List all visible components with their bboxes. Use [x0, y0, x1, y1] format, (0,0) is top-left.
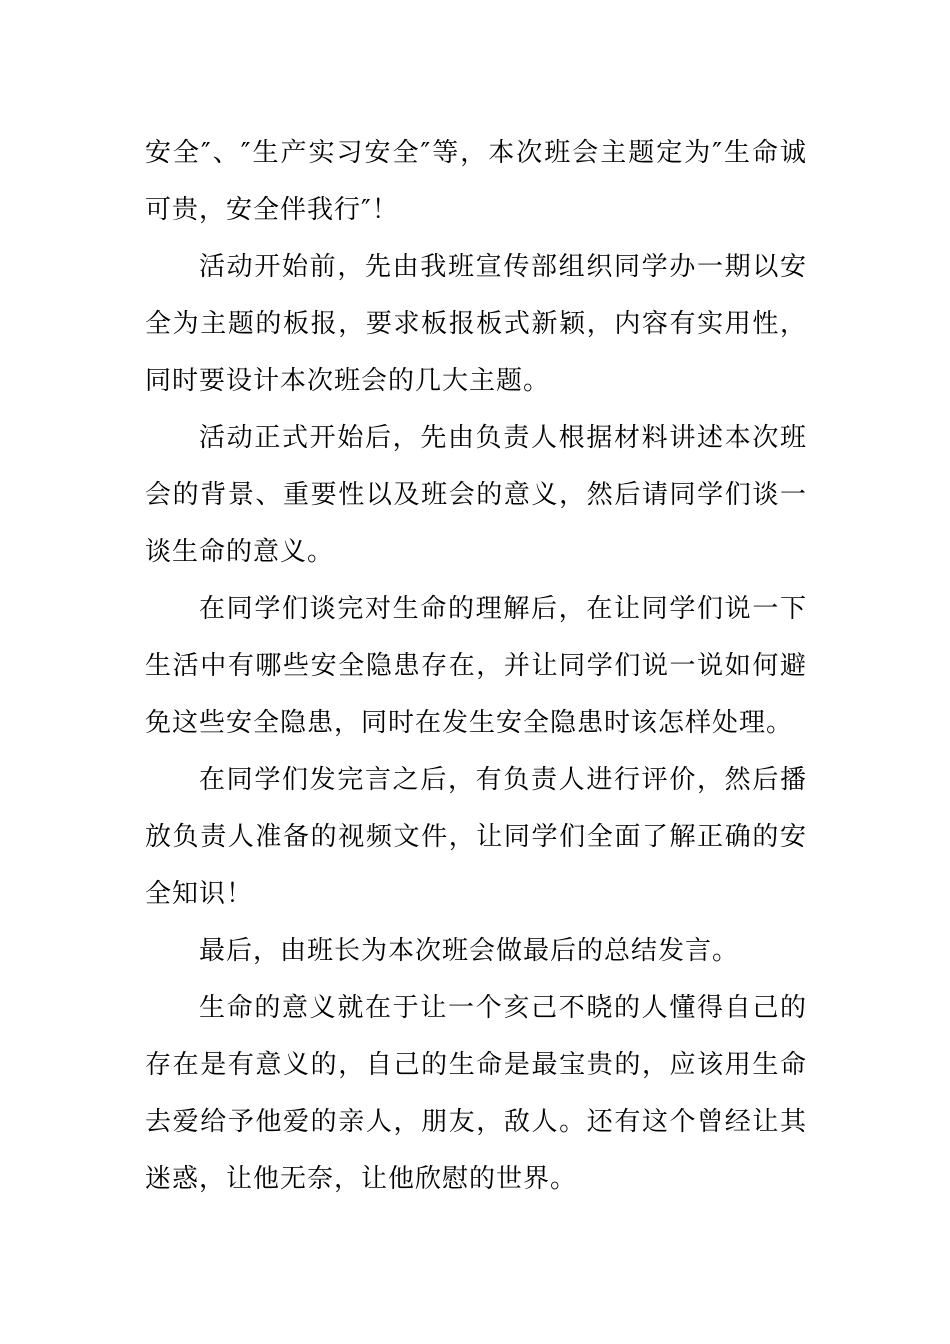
paragraph-3: 活动正式开始后，先由负责人根据材料讲述本次班会的背景、重要性以及班会的意义，然后请同学们谈一谈生命的意义。	[145, 423, 807, 567]
paragraph-7: 生命的意义就在于让一个亥己不晓的人懂得自己的存在是有意义的，自己的生命是最宝贵的，应该用生命去爱给予他爱的亲人，朋友，敌人。还有这个曾经让其迷惑，让他无奈，让他欣慰的世界。	[145, 993, 807, 1194]
paragraph-4: 在同学们谈完对生命的理解后，在让同学们说一下生活中有哪些安全隐患存在，并让同学们说一说如何避免这些安全隐患，同时在发生安全隐患时该怎样处理。	[145, 594, 807, 738]
paragraph-5: 在同学们发完言之后，有负责人进行评价，然后播放负责人准备的视频文件，让同学们全面了解正确的安全知识！	[145, 765, 807, 909]
document-body	[145, 125, 807, 1208]
paragraph-1: 安全″、″生产实习安全″等，本次班会主题定为″生命诚可贵，安全伴我行″！	[145, 138, 807, 225]
paragraph-6: 最后，由班长为本次班会做最后的总结发言。	[199, 936, 740, 966]
paragraph-2: 活动开始前，先由我班宣传部组织同学办一期以安全为主题的板报，要求板报板式新颖，内容有实用性，同时要设计本次班会的几大主题。	[145, 252, 807, 396]
